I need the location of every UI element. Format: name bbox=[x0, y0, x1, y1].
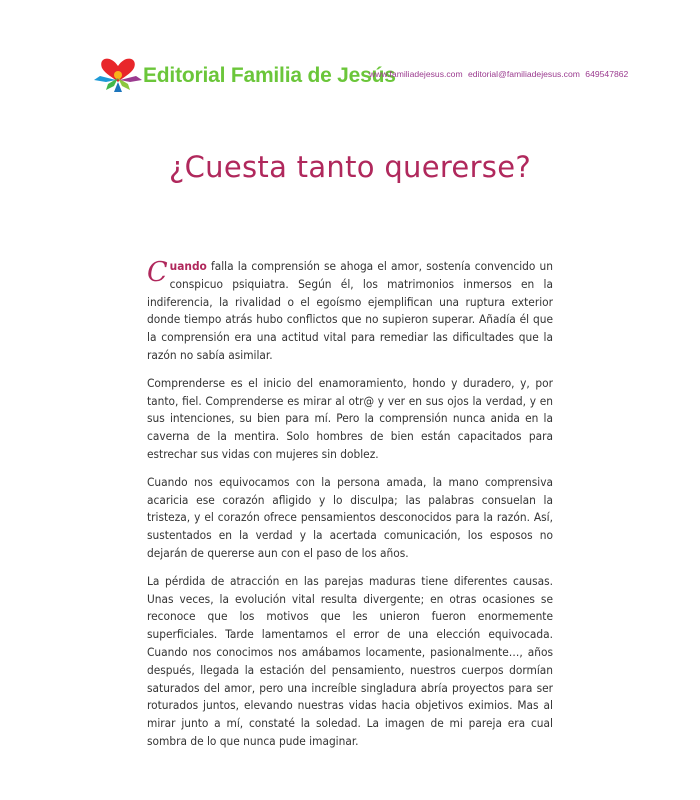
phone-number: 649547862 bbox=[585, 69, 629, 79]
paragraph-3: Cuando nos equivocamos con la persona amada, la mano comprensiva acaricia ese corazón afligido y lo disculpa; las palabras consuelan la tristeza, y el corazón ofrece pensamientos desconocidos para la razón. Así, sustentados en la verdad y la acertada comunicación, los esposos no dejarán de quererse aun con el paso de los años. bbox=[147, 474, 553, 560]
brand-name: Editorial Familia de Jesús bbox=[143, 64, 396, 87]
paragraph-4: La pérdida de atracción en las parejas maduras tiene diferentes causas. Unas veces, la evolución vital resulta divergente; en otras ocasiones se reconoce que los motivos que les unieron fueron enormemente superficiales. Tarde lamentamos el error de una elección equivocada. Cuando nos conocimos nos amábamos locamente, pasionalmente…, años después, llegada la estación del pensamiento, nuestros cuerpos dormían saturados del amor, pero una increíble singladura abría proyectos para ser roturados juntos, elevando nuestras vidas hacia objetivos eximios. Mas al mirar junto a mí, constaté la soledad. La imagen de mi pareja era cual sombra de lo que nunca pude imaginar. bbox=[147, 573, 553, 748]
heart-family-logo-icon bbox=[92, 44, 144, 96]
email-link[interactable]: editorial@familiadejesus.com bbox=[468, 69, 580, 79]
article-title: ¿Cuesta tanto quererse? bbox=[168, 150, 532, 184]
paragraph-1-text: falla la comprensión se ahoga el amor, sostenía convencido un conspicuo psiquiatra. Según él, los matrimonios inmersos en la indiferencia, la rivalidad o el egoísmo ejemplifican una ruptura exterior donde tiempo atrás hubo conflictos que no supieron superar. Añadía él que la comprensión era una actitud vital para remediar las dificultades que la razón no sabía asimilar. bbox=[147, 259, 553, 362]
article-body bbox=[147, 258, 553, 761]
page-header bbox=[92, 44, 629, 104]
paragraph-1 bbox=[147, 258, 553, 365]
drop-cap: C bbox=[147, 257, 168, 288]
paragraph-2: Comprenderse es el inicio del enamoramiento, hondo y duradero, y, por tanto, fiel. Comprenderse es mirar al otr@ y ver en sus ojos la verdad, y en sus intenciones, su bien para mí. Pero la comprensión nunca anida en la caverna de la mentira. Solo hombres de bien están capacitados para estrechar sus vidas con mujeres sin doblez. bbox=[147, 375, 553, 461]
lead-word: uando bbox=[169, 259, 207, 273]
website-link[interactable]: www.familiadejesus.com bbox=[369, 69, 463, 79]
contact-info bbox=[369, 69, 631, 79]
